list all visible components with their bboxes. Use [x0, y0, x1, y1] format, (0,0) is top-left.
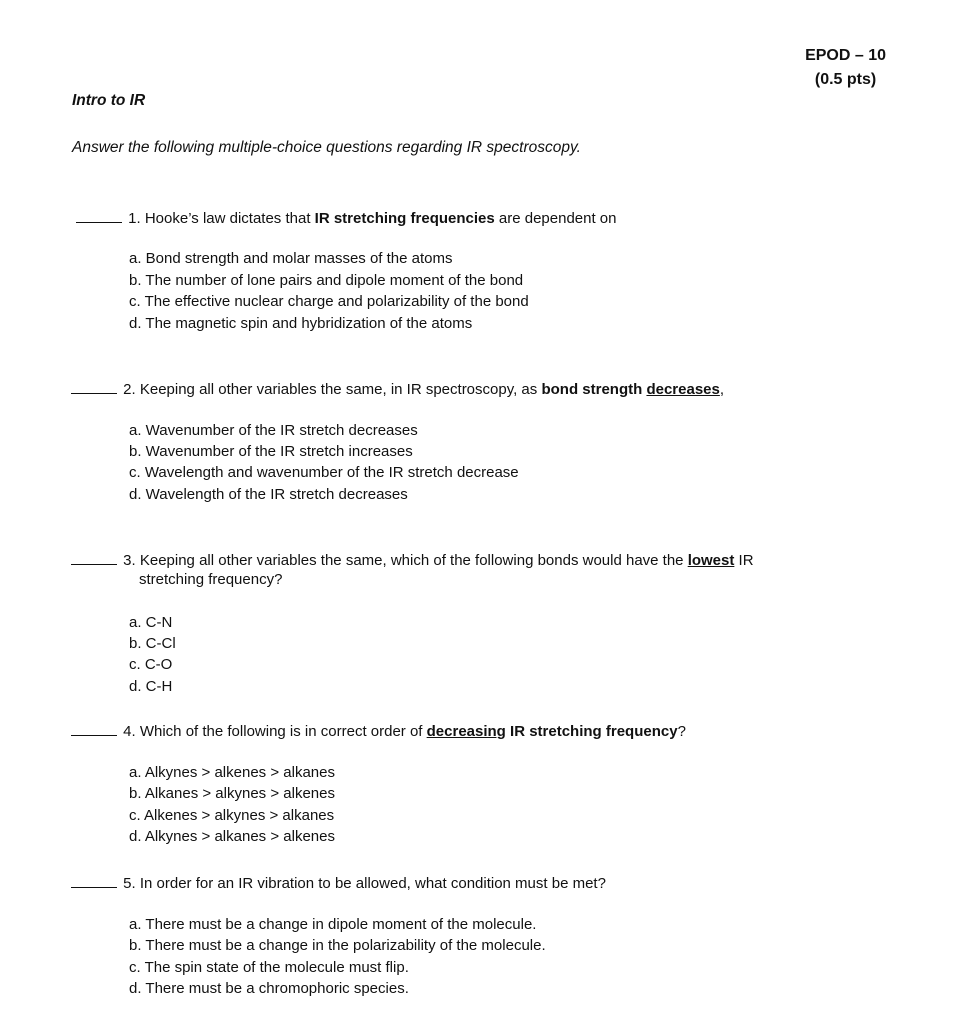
answer-blank-1[interactable]: [76, 208, 122, 223]
question-5: [71, 873, 606, 892]
question-4-text-underline: decreasing: [426, 723, 506, 740]
q5-option-d: d. There must be a chromophoric species.: [129, 980, 409, 997]
question-4-text-bold: IR stretching frequency: [505, 723, 678, 740]
q5-option-c: c. The spin state of the molecule must flip.: [129, 959, 409, 976]
q5-option-a: a. There must be a change in dipole moment of the molecule.: [129, 916, 537, 933]
question-4-text-pre: 4. Which of the following is in correct order of: [123, 723, 427, 740]
q2-option-d: d. Wavelength of the IR stretch decreases: [129, 486, 408, 503]
q2-option-b: b. Wavenumber of the IR stretch increases: [129, 443, 413, 460]
points-label: (0.5 pts): [814, 71, 877, 88]
question-4: [71, 721, 686, 740]
question-2: [71, 379, 724, 398]
q1-option-b: b. The number of lone pairs and dipole moment of the bond: [129, 272, 524, 289]
question-2-text-pre: 2. Keeping all other variables the same, in IR spectroscopy, as: [123, 381, 542, 398]
q4-option-b: b. Alkanes > alkynes > alkenes: [129, 785, 335, 802]
q3-option-c: c. C-O: [129, 656, 173, 673]
q4-option-c: c. Alkenes > alkynes > alkanes: [129, 807, 335, 824]
page-title: Intro to IR: [72, 92, 146, 109]
answer-blank-3[interactable]: [71, 550, 117, 565]
q1-option-c: c. The effective nuclear charge and polarizability of the bond: [129, 293, 529, 310]
epod-code: EPOD – 10: [805, 47, 886, 64]
question-3-text-underline: lowest: [687, 552, 735, 569]
instructions-text: Answer the following multiple-choice questions regarding IR spectroscopy.: [72, 139, 581, 156]
question-4-text-post: ?: [677, 723, 686, 740]
question-3-text-pre: 3. Keeping all other variables the same, which of the following bonds would have the: [123, 552, 688, 569]
q3-option-d: d. C-H: [129, 678, 173, 695]
question-1-text-pre: 1. Hooke’s law dictates that: [128, 210, 315, 227]
answer-blank-2[interactable]: [71, 379, 117, 394]
q2-option-a: a. Wavenumber of the IR stretch decreases: [129, 422, 418, 439]
question-2-text-underline: decreases: [646, 381, 720, 398]
answer-blank-4[interactable]: [71, 721, 117, 736]
question-5-text: 5. In order for an IR vibration to be allowed, what condition must be met?: [123, 875, 606, 892]
q1-option-a: a. Bond strength and molar masses of the atoms: [129, 250, 453, 267]
q4-option-a: a. Alkynes > alkenes > alkanes: [129, 764, 335, 781]
q1-option-d: d. The magnetic spin and hybridization of the atoms: [129, 315, 473, 332]
q2-option-c: c. Wavelength and wavenumber of the IR stretch decrease: [129, 464, 519, 481]
answer-blank-5[interactable]: [71, 873, 117, 888]
header-block: [805, 44, 886, 92]
question-3-line-2: stretching frequency?: [139, 571, 283, 588]
q4-option-d: d. Alkynes > alkanes > alkenes: [129, 828, 335, 845]
question-1: [76, 208, 617, 227]
question-1-text-bold: IR stretching frequencies: [314, 210, 495, 227]
question-1-text-post: are dependent on: [494, 210, 617, 227]
q5-option-b: b. There must be a change in the polarizability of the molecule.: [129, 937, 546, 954]
question-2-text-post: ,: [719, 381, 725, 398]
question-3: [71, 550, 754, 569]
q3-option-b: b. C-Cl: [129, 635, 176, 652]
question-2-text-bold: bond strength: [541, 381, 647, 398]
q3-option-a: a. C-N: [129, 614, 173, 631]
question-3-text-post: IR: [734, 552, 754, 569]
